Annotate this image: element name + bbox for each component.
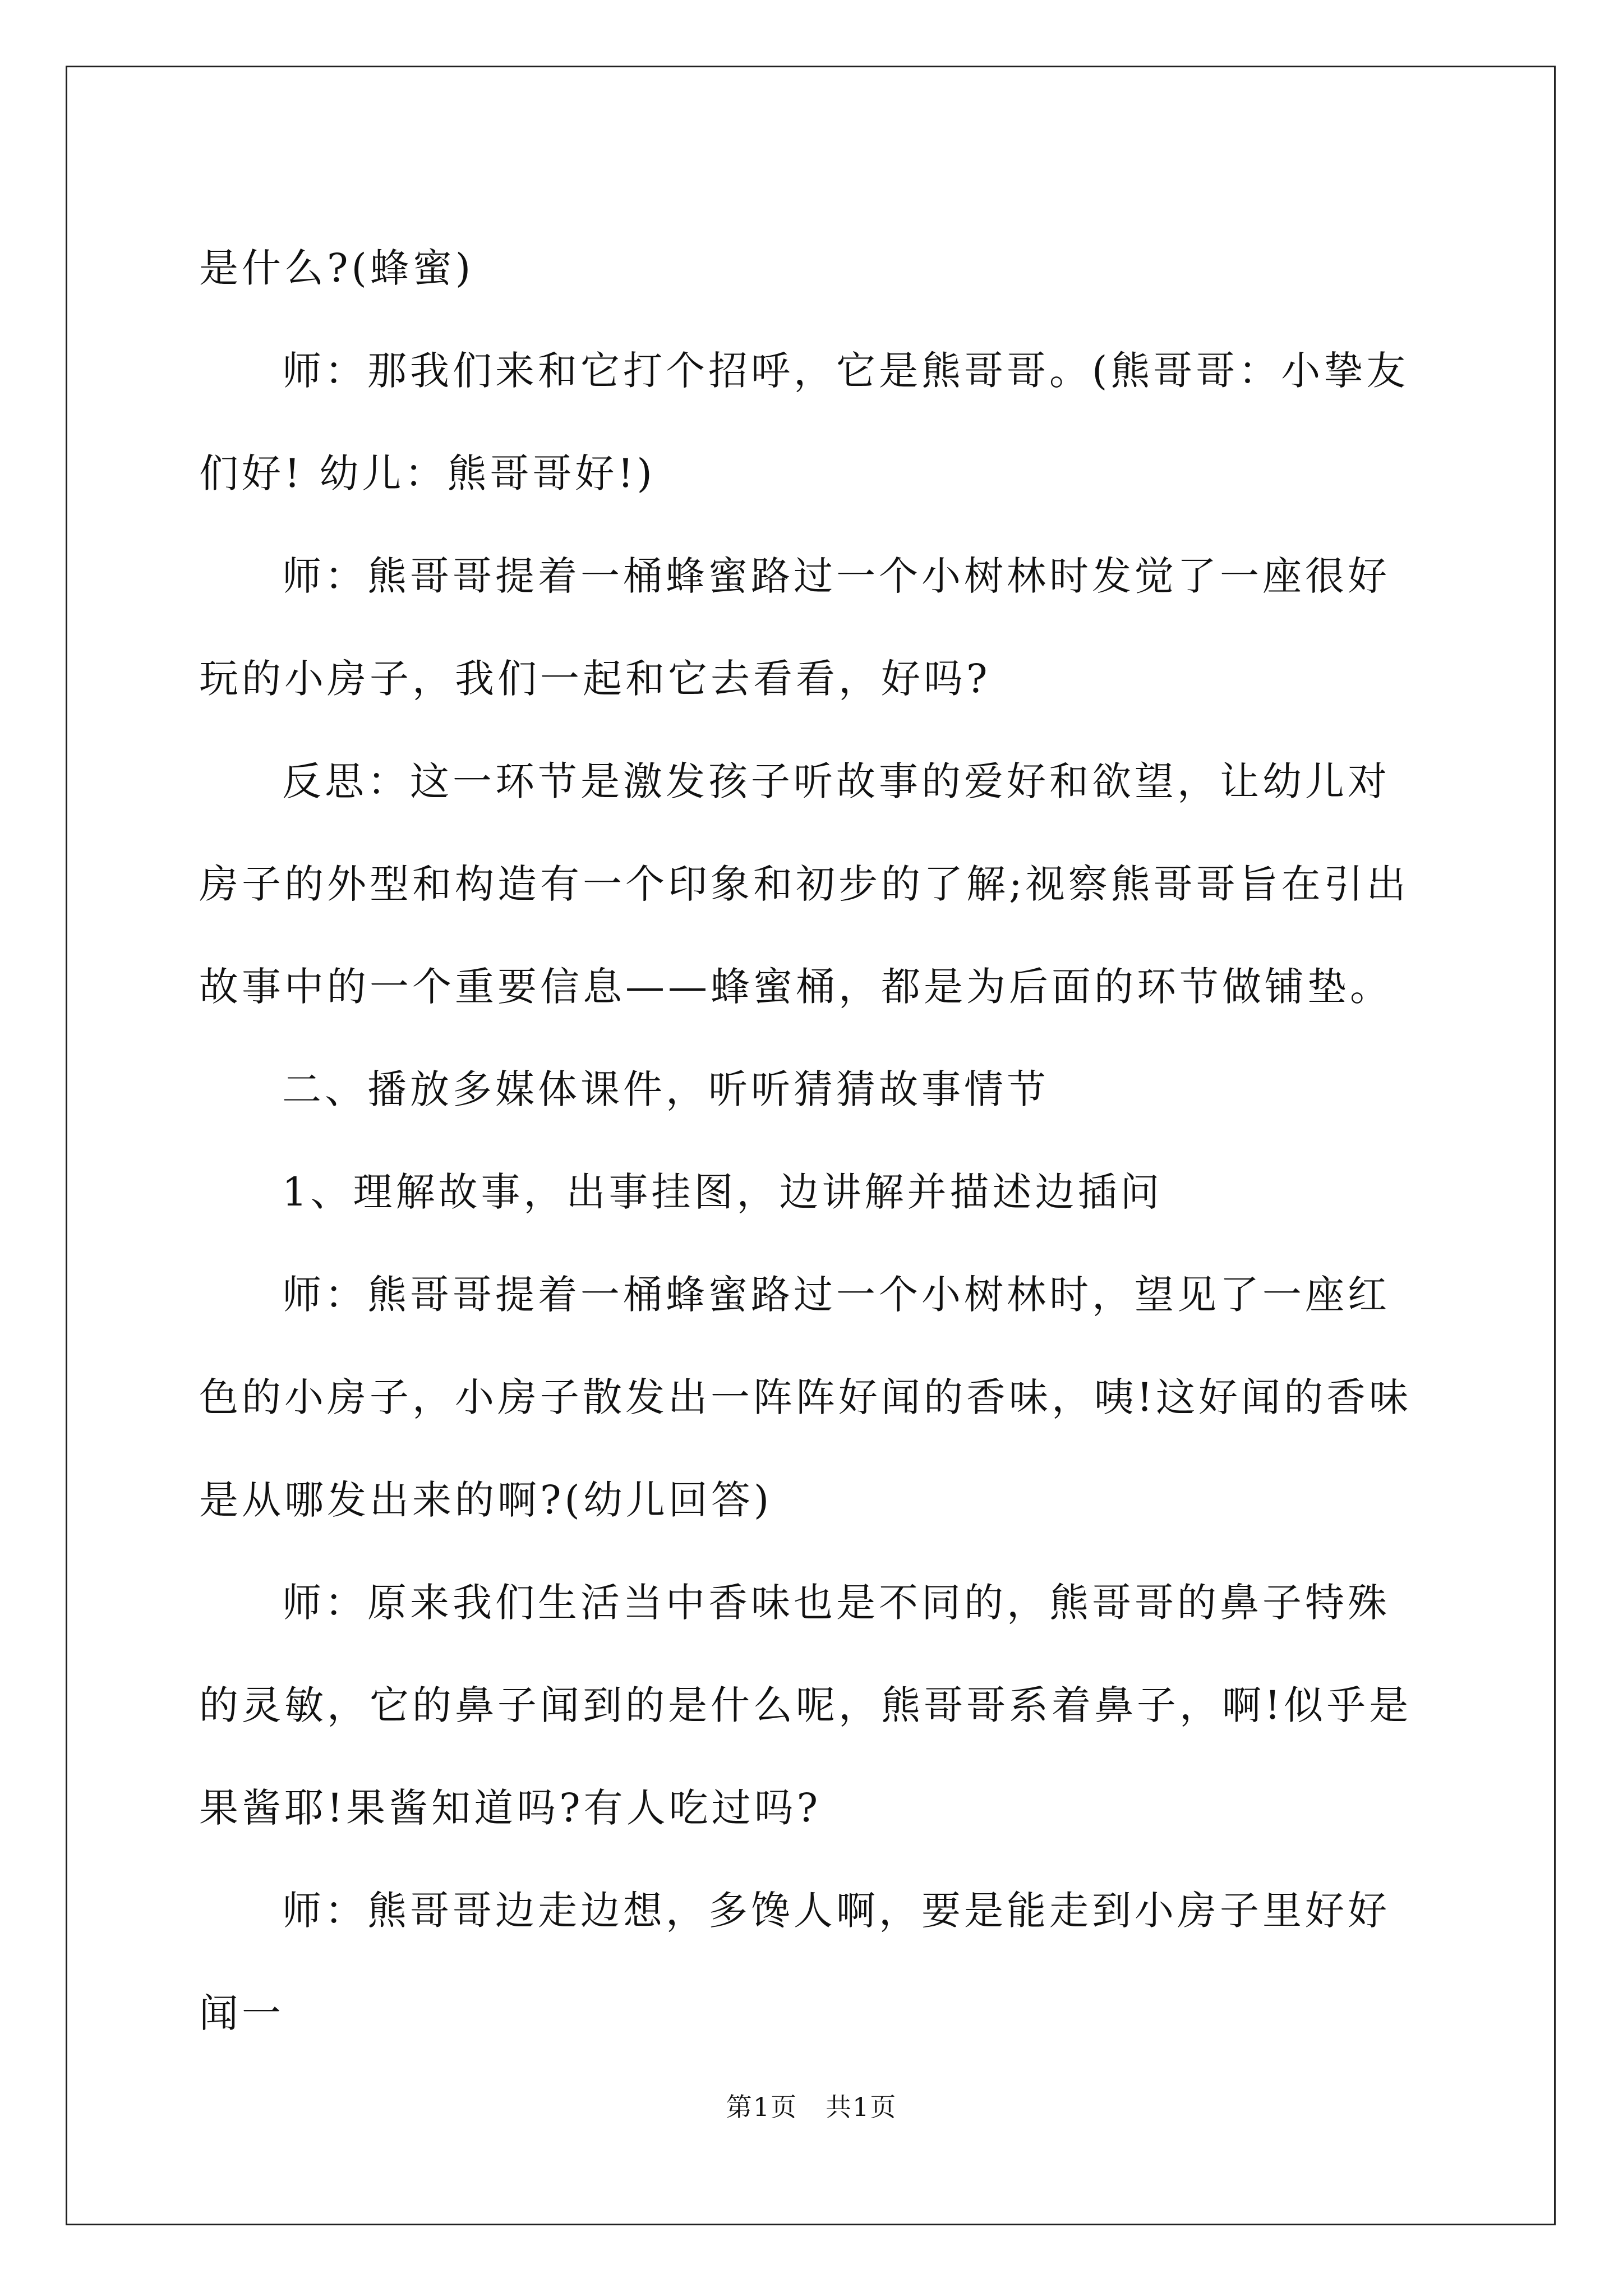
paragraph: 反思：这一环节是激发孩子听故事的爱好和欲望，让幼儿对房子的外型和构造有一个印象和初步的了解;视察熊哥哥旨在引出故事中的一个重要信息——蜂蜜桶，都是为后面的环节做铺垫。 bbox=[199, 758, 1409, 1010]
document-body bbox=[199, 217, 1427, 2065]
paragraph: 师：熊哥哥边走边想，多馋人啊，要是能走到小房子里好好闻一 bbox=[199, 1888, 1390, 2036]
paragraph: 师：那我们来和它打个招呼，它是熊哥哥。(熊哥哥：小挚友们好! 幼儿：熊哥哥好!) bbox=[199, 348, 1409, 496]
page-number-current: 第1页 bbox=[726, 2092, 797, 2122]
paragraph: 师：原来我们生活当中香味也是不同的，熊哥哥的鼻子特殊的灵敏，它的鼻子闻到的是什么呢，熊哥哥系着鼻子，啊!似乎是果酱耶!果酱知道吗?有人吃过吗? bbox=[199, 1580, 1412, 1831]
page-number-total: 共1页 bbox=[826, 2092, 897, 2122]
paragraph: 师：熊哥哥提着一桶蜂蜜路过一个小树林时发觉了一座很好玩的小房子，我们一起和它去看看，好吗? bbox=[199, 553, 1390, 702]
paragraph: 是什么?(蜂蜜) bbox=[199, 245, 474, 291]
page-footer bbox=[0, 2087, 1623, 2124]
paragraph: 1、理解故事，出事挂图，边讲解并描述边插问 bbox=[282, 1169, 1163, 1215]
paragraph: 师：熊哥哥提着一桶蜂蜜路过一个小树林时，望见了一座红色的小房子，小房子散发出一阵阵好闻的香味，咦!这好闻的香味是从哪发出来的啊?(幼儿回答) bbox=[199, 1272, 1412, 1523]
paragraph: 二、播放多媒体课件，听听猜猜故事情节 bbox=[282, 1066, 1049, 1112]
